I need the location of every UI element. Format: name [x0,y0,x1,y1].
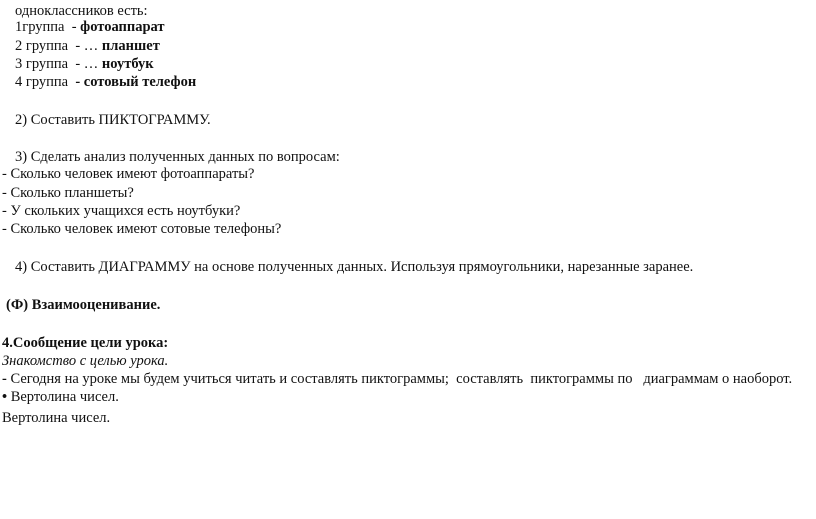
bullet-text: Вертолина чисел. [7,389,119,405]
goal-intro: Знакомство с целью урока. [2,353,169,369]
goal-line [2,370,792,388]
group-3-label: 3 группа - … [15,56,102,72]
group-1-line [15,18,165,36]
question-2: - Сколько планшеты? [2,185,134,201]
intro-line: одноклассников есть: [15,3,148,19]
peer-review: (Ф) Взаимооценивание. [6,297,161,313]
group-1-label: 1группа - [15,19,81,35]
question-4: - Сколько человек имеют сотовые телефоны? [2,221,282,237]
group-2-label: 2 группа - … [15,38,102,54]
group-3-line [15,55,154,73]
footer-line: Вертолина чисел. [2,410,111,426]
goal-text: Сегодня на уроке мы будем учиться читать и составлять пиктограммы; составлять пиктограммы по диаграммам о наоборот. [10,371,793,387]
bullet-icon: • [2,389,8,405]
group-4-line [15,73,196,91]
group-1-value: фотоаппарат [80,19,165,35]
task-4: 4) Составить ДИАГРАММУ на основе полученных данных. Используя прямоугольники, нарезанные заранее. [15,259,694,275]
group-3-value: ноутбук [101,56,154,72]
group-2-value: планшет [101,38,160,54]
question-1: - Сколько человек имеют фотоаппараты? [2,166,255,182]
section-4-heading: 4.Сообщение цели урока: [2,335,169,351]
group-2-line [15,37,160,55]
bullet-line [2,388,119,406]
group-4-label: 4 группа [15,74,76,90]
question-3: - У скольких учащихся есть ноутбуки? [2,203,241,219]
group-4-value: - сотовый телефон [75,74,197,90]
goal-dash: - [2,371,11,387]
task-3: 3) Сделать анализ полученных данных по вопросам: [15,149,340,165]
task-2: 2) Составить ПИКТОГРАММУ. [15,112,211,128]
